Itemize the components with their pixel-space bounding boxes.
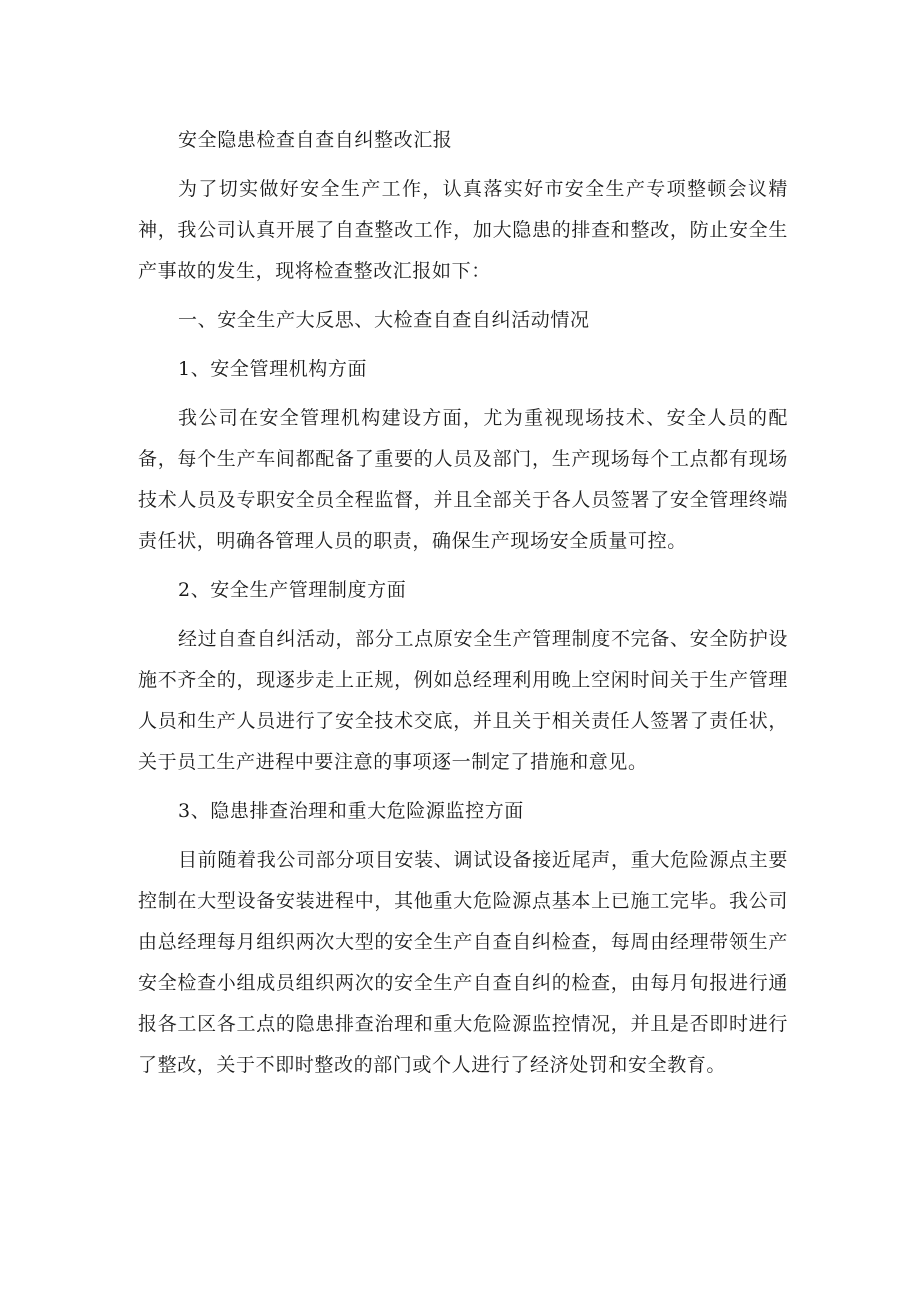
intro-paragraph: 为了切实做好安全生产工作，认真落实好市安全生产专项整顿会议精神，我公司认真开展了自查整改工作，加大隐患的排查和整改，防止安全生产事故的发生，现将检查整改汇报如下： bbox=[138, 178, 788, 282]
subsection-1-heading: 1、安全管理机构方面 bbox=[178, 358, 368, 380]
subsection-3-paragraph: 目前随着我公司部分项目安装、调试设备接近尾声，重大危险源点主要控制在大型设备安装进程中，其他重大危险源点基本上已施工完毕。我公司由总经理每月组织两次大型的安全生产自查自纠检查，每周由经理带领生产安全检查小组成员组织两次的安全生产自查自纠的检查，由每月旬报进行通报各工区各工点的隐患排查治理和重大危险源监控情况，并且是否即时进行了整改，关于不即时整改的部门或个人进行了经济处罚和安全教育。 bbox=[138, 849, 788, 1076]
subsection-3-heading: 3、隐患排查治理和重大危险源监控方面 bbox=[178, 800, 524, 822]
subsection-2-heading: 2、安全生产管理制度方面 bbox=[178, 579, 407, 601]
subsection-1-paragraph: 我公司在安全管理机构建设方面，尤为重视现场技术、安全人员的配备，每个生产车间都配备了重要的人员及部门，生产现场每个工点都有现场技术人员及专职安全员全程监督，并且全部关于各人员签署了安全管理终端责任状，明确各管理人员的职责，确保生产现场安全质量可控。 bbox=[138, 407, 788, 552]
document-body bbox=[138, 120, 788, 1086]
document-title: 安全隐患检查自查自纠整改汇报 bbox=[178, 129, 453, 151]
section-1-heading: 一、安全生产大反思、大检查自查自纠活动情况 bbox=[178, 309, 590, 331]
subsection-2-paragraph: 经过自查自纠活动，部分工点原安全生产管理制度不完备、安全防护设施不齐全的，现逐步走上正规，例如总经理利用晚上空闲时间关于生产管理人员和生产人员进行了安全技术交底，并且关于相关责任人签署了责任状，关于员工生产进程中要注意的事项逐一制定了措施和意见。 bbox=[138, 628, 788, 773]
